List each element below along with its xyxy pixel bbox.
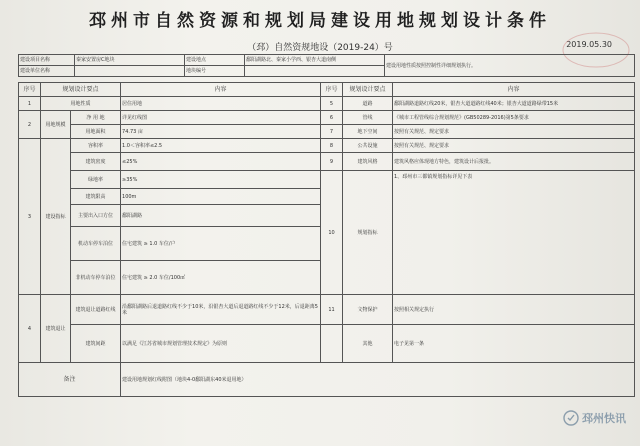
row-cat: 建筑退让 [41,295,71,363]
table-row [19,171,635,189]
row-cat: 用地性质 [41,97,121,111]
row-no: 2 [19,111,41,139]
header-item: 规划设计要点 [41,83,121,97]
row-no-right: 8 [321,139,343,153]
header-item-right: 规划设计要点 [343,83,393,97]
remarks-value: 建设用地规划红线附图（地块4-0鄱阳湖东40米退用地） [121,363,635,397]
project-name-value: 秦家安置房C地块 [75,55,185,66]
row-value-right: 按照有关规范、规定要求 [393,125,635,139]
row-value-right: 建筑风格应体现地方特色，建筑设计后报批。 [393,153,635,171]
document-date: 2019.05.30 [566,40,612,49]
row-value-right: 《城市工程管线综合规划规范》(GB50289-2016)第5条要求 [393,111,635,125]
row-value: 鄱阳湖路 [121,205,321,227]
row-value: 100m [121,189,321,205]
area-label: 地块编号 [185,66,245,77]
unit-label: 建设单位名称 [19,66,75,77]
location-value: 鄱阳湖路北、秦家小学西、银杏大道南侧 [245,55,385,66]
row-no-right: 10 [321,171,343,295]
row-no-right: 5 [321,97,343,111]
row-value: 详见红线图 [121,111,321,125]
row-value: 74.73 亩 [121,125,321,139]
row-sub: 建筑间距 [71,325,121,363]
row-cat-right: 地下空间 [343,125,393,139]
row-sub: 绿地率 [71,171,121,189]
table-row [19,325,635,363]
table-row [19,139,635,153]
row-cat-right: 道路 [343,97,393,111]
row-no-right: 9 [321,153,343,171]
row-value-right: 电子见第一条 [393,325,635,363]
row-sub: 机动车停车泊位 [71,227,121,261]
row-no: 1 [19,97,41,111]
location-label: 建设地点 [185,55,245,66]
row-cat: 建设指标 [41,139,71,295]
row-value: 住宅建筑 ≥ 1.0 车位/户 [121,227,321,261]
header-content-right: 内容 [393,83,635,97]
row-cat-right: 管线 [343,111,393,125]
row-sub: 建筑密度 [71,153,121,171]
table-row [19,153,635,171]
document-title: 邳州市自然资源和规划局建设用地规划设计条件 [89,11,551,31]
row-value: 以满足《江苏省城市规划管理技术规定》为原则 [121,325,321,363]
unit-value [75,66,185,77]
project-info-table [18,54,635,77]
row-value: ≥35% [121,171,321,189]
row-no-right: 11 [321,295,343,325]
row-no-right: 6 [321,111,343,125]
watermark-logo-icon [563,410,579,426]
row-value: 居住用地 [121,97,321,111]
conditions-table [18,82,635,397]
row-value: 1.0＜容积率≤2.5 [121,139,321,153]
remarks-label: 备注 [19,363,121,397]
row-cat: 用地规模 [41,111,71,139]
row-sub: 用地面积 [71,125,121,139]
row-sub: 非机动车停车泊位 [71,261,121,295]
row-cat-right: 其他 [343,325,393,363]
row-sub: 主要出入口方位 [71,205,121,227]
project-name-label: 建设项目名称 [19,55,75,66]
row-sub: 建筑限高 [71,189,121,205]
row-cat-right: 建筑风格 [343,153,393,171]
row-no: 4 [19,295,41,363]
table-row [19,111,635,125]
remarks-row [19,363,635,397]
row-value: 沿鄱阳湖路后退道路红线不少于10米，沿银杏大道后退道路红线不少于12米，后退距离5米 [121,295,321,325]
row-cat-right: 文物保护 [343,295,393,325]
row-value: ≤25% [121,153,321,171]
row-sub: 建筑退让道路红线 [71,295,121,325]
document-number: （邳）自然资规地设（2019-24）号 [247,43,393,53]
area-value [245,66,385,77]
table-row [19,97,635,111]
row-value-right: 按照有关规范、规定要求 [393,139,635,153]
row-value-right: 鄱阳湖路道路红线20米，银杏大道道路红线40米；银杏大道道路绿带15米 [393,97,635,111]
row-cat-right: 公共设施 [343,139,393,153]
header-content: 内容 [121,83,321,97]
row-sub: 净 用 地 [71,111,121,125]
watermark-text: 邳州快讯 [582,412,626,425]
info-note: 建设用地性质按照控制性详细规划执行。 [385,55,635,77]
row-value-right: 按照相关规定执行 [393,295,635,325]
watermark [563,410,626,426]
row-value: 住宅建筑 ≥ 2.0 车位/100㎡ [121,261,321,295]
table-row [19,125,635,139]
row-no-right [321,325,343,363]
row-no: 3 [19,139,41,295]
row-sub: 容积率 [71,139,121,153]
header-no: 序号 [19,83,41,97]
row-value-right: 1、邳州市三都镇规划指标详见下表 [393,171,635,295]
row-no-right: 7 [321,125,343,139]
header-no-right: 序号 [321,83,343,97]
row-cat-right: 规划指标 [343,171,393,295]
table-row [19,295,635,325]
